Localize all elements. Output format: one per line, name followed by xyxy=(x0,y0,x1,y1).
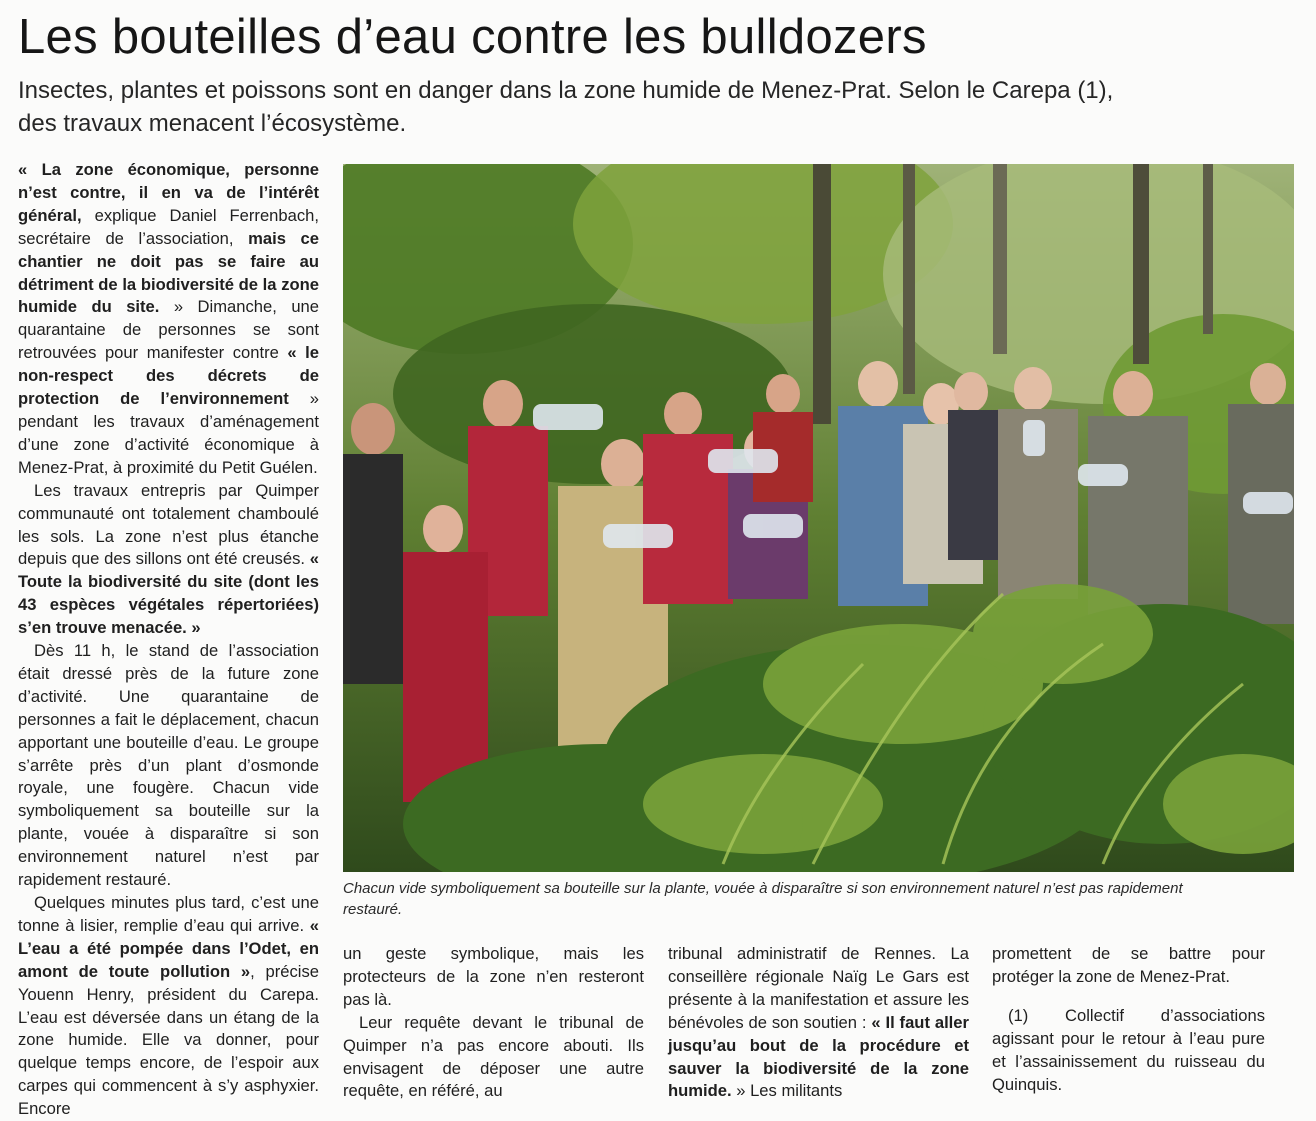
paragraph-1: promettent de se battre pour protéger la zone de Menez-Prat. xyxy=(992,944,1265,986)
paragraph-2 xyxy=(18,480,319,640)
text-run: Quelques minutes plus tard, c’est une tonne à lisier, remplie d’eau qui arrive. xyxy=(18,893,319,935)
paragraph-3: Dès 11 h, le stand de l’association était dressé près de la future zone d’activité. Une quarantaine de personnes a fait le déplacement, chacun apportant une bouteille d’eau. Le groupe s’arrête près d’un plant d’osmonde royale, une fougère. Chacun vide symboliquement sa bouteille sur la plante, vouée à disparaître si son environnement naturel n’est par rapidement restauré. xyxy=(18,641,319,890)
article-column-4 xyxy=(992,943,1265,1096)
article-column-2 xyxy=(343,943,644,1103)
headline: Les bouteilles d’eau contre les bulldozers xyxy=(18,10,927,64)
photo-illustration xyxy=(343,164,1294,872)
paragraph-4 xyxy=(18,892,319,1121)
quote-bold: « Toute la biodiversité du site (dont les 43 espèces végétales répertoriées) s’en trouve menacée. » xyxy=(18,549,319,638)
paragraph-1 xyxy=(18,159,319,480)
text-run: » Les militants xyxy=(731,1081,843,1101)
subheadline-line-2: des travaux menacent l’écosystème. xyxy=(18,110,407,137)
text-run: » Dimanche, une quarantaine de personnes se sont retrouvées pour manifester contre xyxy=(18,297,320,363)
article-photo xyxy=(343,164,1294,872)
spacer xyxy=(992,989,1265,1005)
quote-bold: « La zone économique, personne n’est contre, il en va de l’intérêt général, xyxy=(18,160,319,225)
text-run: , précise Youenn Henry, président du Carepa. L’eau est déversée dans un étang de la zone humide. Elle va donner, pour quelque temps encore, de l’espoir aux carpes qui commencent à s’y asphyxier. Encore xyxy=(18,961,319,1119)
subheadline-line-1: Insectes, plantes et poissons sont en danger dans la zone humide de Menez-Prat. Selon le Carepa (1), xyxy=(18,77,1114,104)
quote-bold: « Il faut aller jusqu’au bout de la procédure et sauver la biodiversité de la zone humide. xyxy=(668,1012,969,1101)
paragraph-1: un geste symbolique, mais les protecteurs de la zone n’en resteront pas là. xyxy=(343,944,644,1009)
paragraph-1 xyxy=(668,943,969,1103)
paragraph-2: Leur requête devant le tribunal de Quimper n’a pas encore abouti. Ils envisagent de déposer une autre requête, en référé, au xyxy=(343,1012,644,1101)
photo-caption: Chacun vide symboliquement sa bouteille sur la plante, vouée à disparaître si son environnement naturel n’est pas rapidement restauré. xyxy=(343,880,1183,918)
text-run: tribunal administratif de Rennes. La conseillère régionale Naïg Le Gars est présente à la manifestation et assure les bénévoles de son soutien : xyxy=(668,944,969,1032)
quote-bold: « le non-respect des décrets de protection de l’environnement xyxy=(18,343,320,409)
quote-bold: mais ce chantier ne doit pas se faire au détriment de la biodiversité de la zone humide du site. xyxy=(18,228,320,317)
quote-bold: « L’eau a été pompée dans l’Odet, en amont de toute pollution » xyxy=(18,915,319,981)
text-run: » pendant les travaux d’aménagement d’une zone d’activité économique à Menez-Prat, à proximité du Petit Guélen. xyxy=(18,389,320,477)
text-run: Les travaux entrepris par Quimper communauté ont totalement chamboulé les sols. La zone n’est plus étanche depuis que des sillons ont été creusés. xyxy=(18,480,319,569)
article-column-3 xyxy=(668,943,969,1103)
subheadline xyxy=(18,74,1298,140)
article-column-1 xyxy=(18,159,319,1121)
footnote: (1) Collectif d’associations agissant pour le retour à l’eau pure et l’assainissement du ruisseau du Quinquis. xyxy=(992,1005,1265,1094)
text-run: explique Daniel Ferrenbach, secrétaire de l’association, xyxy=(18,205,319,248)
